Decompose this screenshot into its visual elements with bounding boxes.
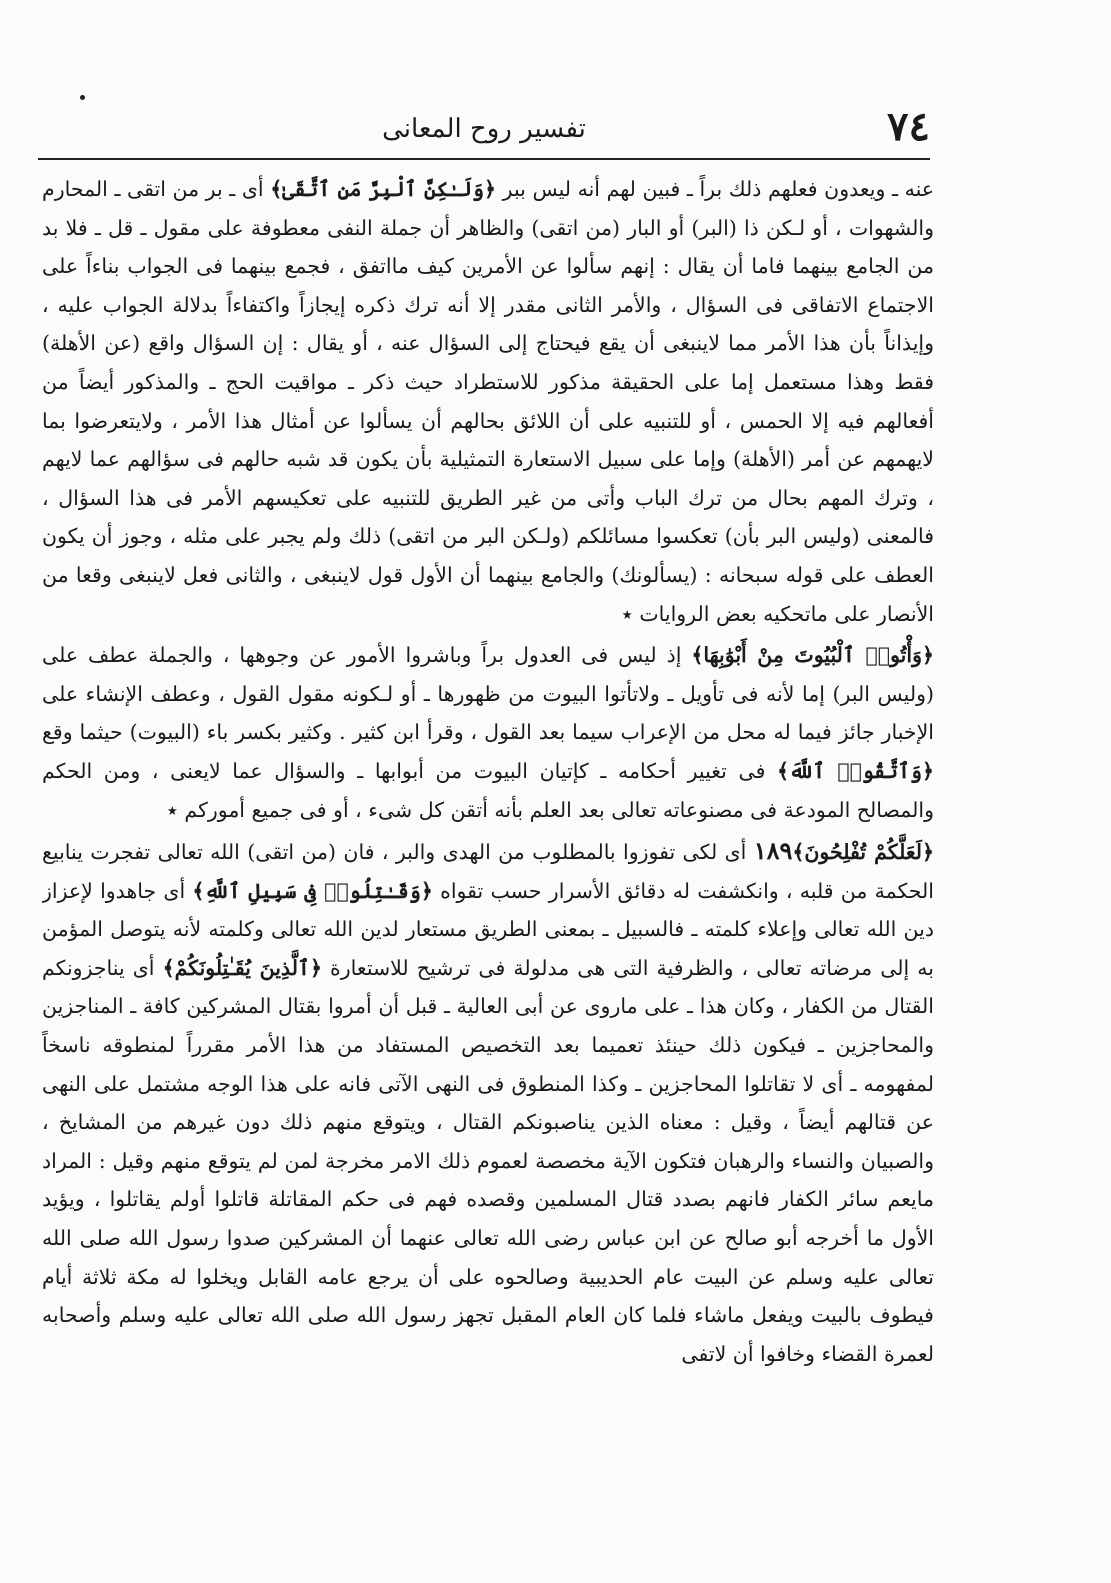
page-number: ٧٤ [887,103,930,150]
quran-verse: ﴿ وَقَـٰتِلُوا۟ فِى سَبِيلِ ٱللَّهِ ﴾ [192,879,432,903]
commentary-text: أى ـ بر من اتقى ـ المحارم والشهوات ، أو لـكن ذا (البر) أو البار (من اتقى) والظاهر أن جملة النفى معطوفة على مقول ـ قل ـ فلا بد من الجامع بينهما فاما أن يقال : إنهم سألوا عن الأمرين كيف مااتفق ، فجمع بينهما فى الجواب بناءاً على الاجتماع الاتفاقى فى السؤال ، والأمر الثانى مقدر إلا أنه ترك ذكره إيجازاً واكتفاءاً بدلالة الجواب عليه ، وإيذاناً بأن هذا الأمر مما لاينبغى أن يقع فيحتاج إلى السؤال عنه ، أو يقال : إن السؤال واقع (عن الأهلة) فقط وهذا مستعمل إما على الحقيقة مذكور للاستطراد حيث ذكر ـ مواقيت الحج ـ والمذكور أيضاً من أفعالهم فيه إلا الحمس ، أو للتنبيه على أن اللائق بحالهم أن يسألوا عن أمثال هذا الأمر ، ولايتعرضوا بما لايهمهم عن أمر (الأهلة) وإما على سبيل الاستعارة التمثيلية بأن يكون قد شبه حالهم فى سؤالهم عما لايهم ، وترك المهم بحال من ترك الباب وأتى من غير الطريق للتنبيه على تعكيسهم الأمر فى هذا السؤال ، فالمعنى (وليس البر بأن) تعكسوا مسائلكم (ولـكن البر من اتقى) ذلك ولم يجبر على مثله ، وجوز أن يكون العطف على قوله سبحانه : (يسألونك) والجامع بينهما أن الأول قول لاينبغى ، والثانى فعل لاينبغى وقعا من الأنصار على ماتحكيه بعض الروايات ٭ [42,177,934,626]
paragraph [42,832,934,1373]
commentary-text: أى يناجزونكم القتال من الكفار ، وكان هذا ـ على ماروى عن أبى العالية ـ قبل أن أمروا بقتال المشركين كافة ـ المناجزين والمحاجزين ـ فيكون ذلك حينئذ تعميما بعد التخصيص المستفاد من هذا الأمر مقرراً لمنطوقه ناسخاً لمفهومه ـ أى لا تقاتلوا المحاجزين ـ وكذا المنطوق فى النهى الآتى فانه على هذا الوجه مشتمل على النهى عن قتالهم أيضاً ، وقيل : معناه الذين يناصبونكم القتال ، ويتوقع منهم ذلك دون غيرهم من المشايخ ، والصبيان والنساء والرهبان فتكون الآية مخصصة لعموم ذلك الامر مخرجة لمن لم يتوقع منهم وقيل : المراد مايعم سائر الكفار فانهم بصدد قتال المسلمين وقصده فهم فى حكم المقاتلة قاتلوا أولم يقاتلوا ، ويؤيد الأول ما أخرجه أبو صالح عن ابن عباس رضى الله تعالى عنهما أن المشركين صدوا رسول الله صلى الله تعالى عليه وسلم عن البيت عام الحديبية وصالحوه على أن يرجع عامه القابل ويخلوا له مكة ثلاثة أيام فيطوف بالبيت ويفعل ماشاء فلما كان العام المقبل تجهز رسول الله صلى الله تعالى عليه وسلم وأصحابه لعمرة القضاء وخافوا أن لاتفى [42,955,934,1366]
commentary-text: إذ ليس فى العدول براً وباشروا الأمور عن وجوهها ، والجملة عطف على (وليس البر) إما لأنه فى تأويل ـ ولاتأتوا البيوت من ظهورها ـ أو لـكونه مقول القول ، وعطف الإنشاء على الإخبار جائز فيما له محل من الإعراب سيما بعد القول ، وقرأ ابن كثير . وكثير بكسر باء (البيوت) حيثما وقع [42,643,934,745]
commentary-text: أى لكى تفوزوا بالمطلوب من الهدى والبر ، فان (من اتقى) الله تعالى تفجرت ينابيع الحكمة من قلبه ، وانكشفت له دقائق الأسرار حسب تقواه [42,840,934,903]
quran-verse: ﴿ وَلَـٰكِنَّ ٱلْبِرَّ مَنِ ٱتَّقَىٰ ﴾ [270,177,496,201]
commentary-text: أى جاهدوا لإعزاز دين الله تعالى وإعلاء كلمته ـ فالسبيل ـ بمعنى الطريق مستعار لدين الله تعالى وكلمته لأنه يتوصل المؤمن به إلى مرضاته تعالى ، والظرفية التى هى مدلولة فى ترشيح للاستعارة [42,878,934,980]
quran-verse: ﴿ ٱلَّذِينَ يُقَـٰتِلُونَكُمْ ﴾ [163,956,322,980]
page-header [38,102,930,160]
paragraph [42,170,934,633]
paragraph [42,636,934,829]
running-title: تفسير روح المعانى [382,114,586,144]
commentary-text: عنه ـ ويعدون فعلهم ذلك براً ـ فبين لهم أنه ليس ببر [496,177,934,201]
verse-number: ١٨٩ [753,836,793,866]
header-rule [38,158,930,160]
quran-verse: ﴿ وَأْتُوا۟ ٱلْبُيُوتَ مِنْ أَبْوَٰبِهَا ﴾ [691,643,934,667]
quran-verse: ﴿ لَعَلَّكُمْ تُفْلِحُونَ ﴾ [792,840,934,864]
commentary-text: فى تغيير أحكامه ـ كإتيان البيوت من أبوابها ـ والسؤال عما لايعنى ، ومن الحكم والمصالح المودعة فى مصنوعاته تعالى بعد العلم بأنه أتقن كل شىء ، أو فى جميع أموركم ٭ [42,758,934,822]
body-text [42,170,934,1570]
ink-speck [80,95,85,100]
quran-verse: ﴿ وَٱتَّقُوا۟ ٱللَّهَ ﴾ [777,759,934,783]
